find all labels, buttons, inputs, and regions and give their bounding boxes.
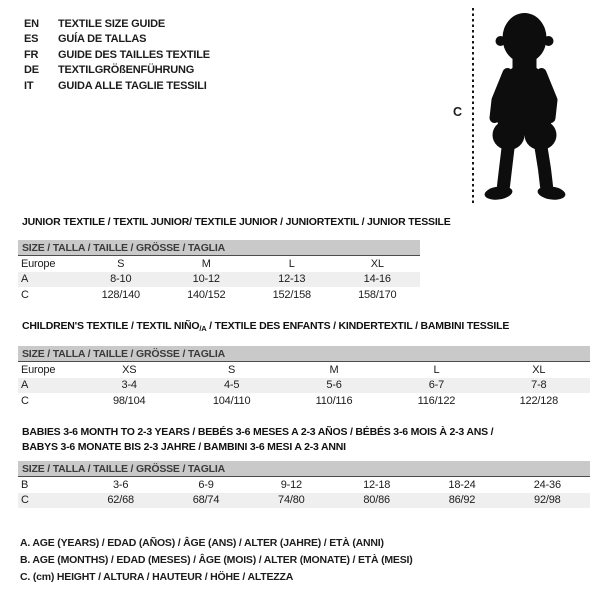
table-cell: 116/122 <box>417 394 456 407</box>
children-title-post: / TEXTILE DES ENFANTS / KINDERTEXTIL / BAMBINI TESSILE <box>206 320 510 332</box>
table-row-height <box>18 393 590 409</box>
table-cell: 6-7 <box>428 379 445 392</box>
junior-section-title: JUNIOR TEXTILE / TEXTIL JUNIOR/ TEXTILE JUNIOR / JUNIORTEXTIL / JUNIOR TESSILE <box>22 216 451 228</box>
language-title: TEXTILE SIZE GUIDE <box>58 17 166 30</box>
row-label: A <box>21 379 29 392</box>
language-title: GUIDE DES TAILLES TEXTILE <box>58 48 210 61</box>
table-row-height <box>18 287 420 303</box>
language-title: GUÍA DE TALLAS <box>58 33 147 46</box>
legend-notes <box>20 535 413 586</box>
table-cell: 8-10 <box>110 273 132 286</box>
table-cell: 9-12 <box>280 478 302 491</box>
table-row-height <box>18 493 590 509</box>
table-cell: 12-13 <box>278 273 306 286</box>
table-cell: 6-9 <box>198 478 214 491</box>
table-cell: XL <box>532 363 546 376</box>
legend-note-b: B. AGE (MONTHS) / EDAD (MESES) / ÂGE (MOIS) / ALTER (MONATE) / ETÀ (MESI) <box>20 554 413 566</box>
table-cell: 10-12 <box>192 273 220 286</box>
table-cell: L <box>433 363 440 376</box>
size-header-bar: SIZE / TALLA / TAILLE / GRÖSSE / TAGLIA <box>18 240 420 256</box>
table-cell: 128/140 <box>101 288 140 301</box>
children-title-subscript: /A <box>199 324 207 333</box>
junior-size-table <box>18 240 420 303</box>
table-cell: M <box>201 257 211 270</box>
babies-section-title <box>22 425 493 455</box>
row-label: C <box>21 494 29 507</box>
table-cell: 122/128 <box>519 394 559 407</box>
language-title: TEXTILGRÖßENFÜHRUNG <box>58 64 195 77</box>
language-code: IT <box>24 79 34 92</box>
row-label: A <box>21 273 29 286</box>
height-measure-label: C <box>453 105 463 119</box>
babies-title-line2: BABYS 3-6 MONATE BIS 2-3 JAHRE / BAMBINI 3-6 MESI A 2-3 ANNI <box>22 441 346 453</box>
table-cell: 24-36 <box>533 478 561 491</box>
table-cell: L <box>288 257 295 270</box>
row-label: Europe <box>21 363 56 376</box>
language-code: EN <box>24 17 39 30</box>
table-cell: 92/98 <box>534 494 561 507</box>
size-header-bar: SIZE / TALLA / TAILLE / GRÖSSE / TAGLIA <box>18 346 590 362</box>
table-cell: 4-5 <box>223 379 240 392</box>
table-cell: 86/92 <box>448 494 476 507</box>
language-code: FR <box>24 48 39 61</box>
table-cell: S <box>117 257 125 270</box>
table-row-age <box>18 272 420 288</box>
table-cell: 14-16 <box>363 273 391 286</box>
table-cell: 3-6 <box>113 478 129 491</box>
row-label: C <box>21 288 29 301</box>
row-label: C <box>21 394 29 407</box>
language-code: DE <box>24 64 39 77</box>
table-cell: XS <box>122 363 137 376</box>
table-cell: 68/74 <box>192 494 220 507</box>
table-row-europe <box>18 256 420 272</box>
language-row <box>24 63 210 79</box>
toddler-silhouette-image <box>478 6 574 206</box>
language-row <box>24 16 210 32</box>
table-cell: 110/116 <box>315 394 353 407</box>
table-cell: 80/86 <box>363 494 390 507</box>
table-cell: 7-8 <box>531 379 547 392</box>
table-cell: S <box>228 363 236 376</box>
children-title-pre: CHILDREN'S TEXTILE / TEXTIL NIÑO <box>22 320 200 332</box>
table-cell: M <box>329 363 339 376</box>
children-section-title <box>22 320 509 333</box>
language-row <box>24 47 210 63</box>
babies-size-table <box>18 461 590 508</box>
table-row-europe <box>18 362 590 378</box>
table-cell: XL <box>370 257 384 270</box>
table-cell: 158/170 <box>358 288 397 301</box>
table-cell: 152/158 <box>272 288 311 301</box>
size-header-bar: SIZE / TALLA / TAILLE / GRÖSSE / TAGLIA <box>18 461 590 477</box>
height-measure-dotted-line <box>472 8 474 206</box>
table-cell: 140/152 <box>187 288 226 301</box>
table-cell: 12-18 <box>363 478 391 491</box>
legend-note-a: A. AGE (YEARS) / EDAD (AÑOS) / ÂGE (ANS) / ALTER (JAHRE) / ETÀ (ANNI) <box>20 537 384 549</box>
table-row-age <box>18 378 590 394</box>
language-title: GUIDA ALLE TAGLIE TESSILI <box>58 79 207 92</box>
language-row <box>24 32 210 48</box>
babies-title-line1: BABIES 3-6 MONTH TO 2-3 YEARS / BEBÉS 3-6 MESES A 2-3 AÑOS / BÉBÉS 3-6 MOIS À 2-3 ANS / <box>22 426 494 438</box>
legend-note-c: C. (cm) HEIGHT / ALTURA / HAUTEUR / HÖHE / ALTEZZA <box>20 571 294 583</box>
table-cell: 74/80 <box>278 494 305 507</box>
table-cell: 104/110 <box>212 394 251 407</box>
language-row <box>24 78 210 94</box>
row-label: Europe <box>21 257 56 270</box>
children-size-table <box>18 346 590 409</box>
table-cell: 62/68 <box>107 494 134 507</box>
language-title-list <box>24 16 210 94</box>
table-cell: 18-24 <box>448 478 476 491</box>
language-code: ES <box>24 33 39 46</box>
table-row-age-months <box>18 477 590 493</box>
table-cell: 5-6 <box>326 379 342 392</box>
row-label: B <box>21 478 29 491</box>
table-cell: 98/104 <box>112 394 146 407</box>
table-cell: 3-4 <box>121 379 137 392</box>
